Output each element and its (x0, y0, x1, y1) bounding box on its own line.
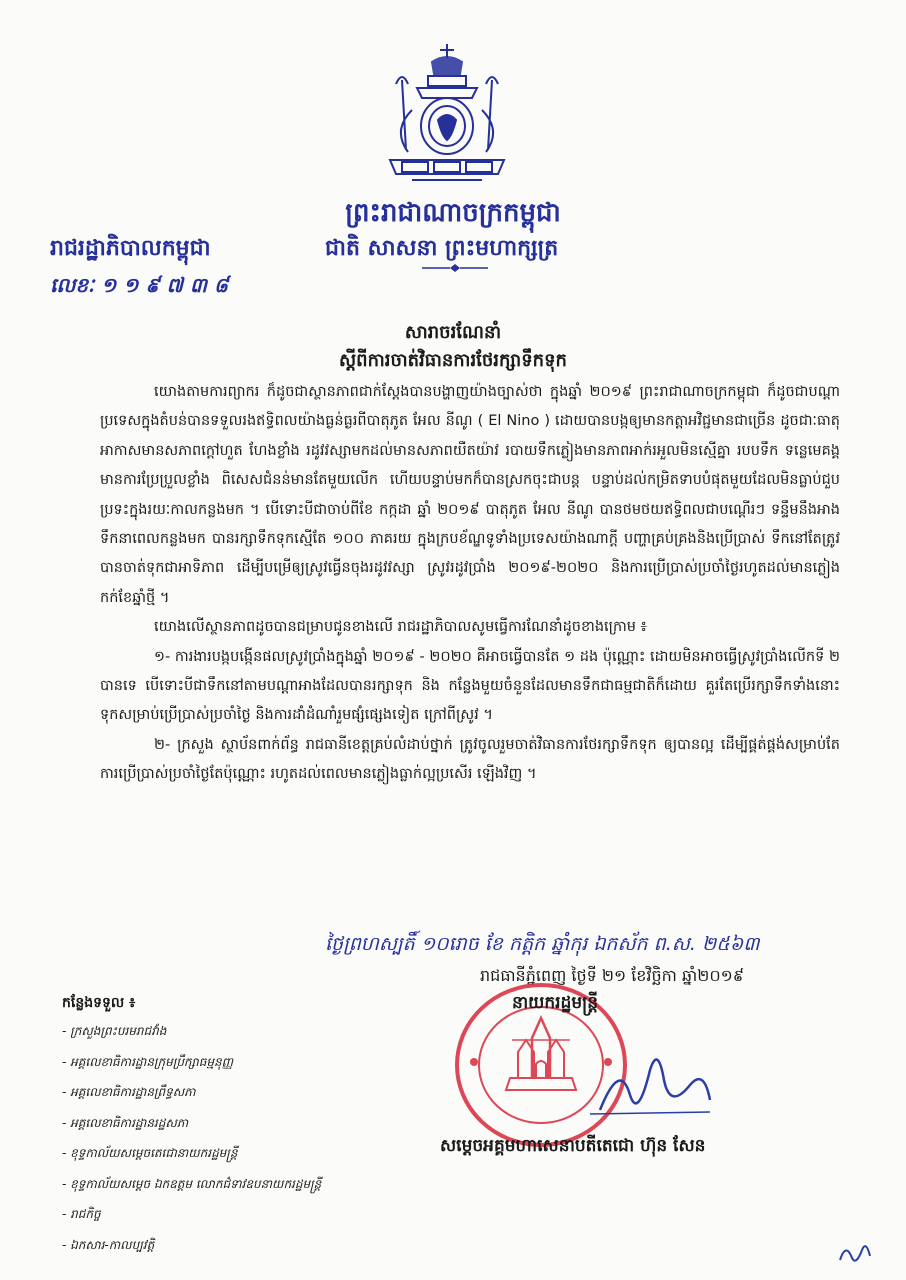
national-motto: ជាតិ សាសនា ព្រះមហាក្សត្រ (325, 236, 559, 261)
recipient-item: - ខុទ្ទកាល័យសម្តេចតេជោនាយករដ្ឋមន្ត្រី (62, 1146, 238, 1160)
solar-date: រាជធានីភ្នំពេញ ថ្ងៃទី ២១ ខែវិច្ឆិកា ឆ្នាំ២០១៩ (480, 966, 745, 985)
government-name: រាជរដ្ឋាភិបាលកម្ពុជា (50, 236, 211, 261)
kingdom-heading: ព្រះរាជាណាចក្រកម្ពុជា (345, 198, 561, 228)
document-type-title: សារាចរណែនាំ (404, 322, 502, 343)
recipient-item: - អគ្គលេខាធិការដ្ឋានព្រឹទ្ធសភា (62, 1085, 196, 1099)
recipients-list (62, 1016, 322, 1260)
paragraph-intro: យោងតាមការព្យាករ ក៏ដូចជាស្ថានភាពជាក់ស្តែងបានបង្ហាញយ៉ាងច្បាស់ថា ក្នុងឆ្នាំ ២០១៩ ព្រះរាជាណាចក្រកម្ពុជា ក៏ដូចជាបណ្តាប្រទេសក្នុងតំបន់បានទទួលរងឥទ្ធិពលយ៉ាងធ្ងន់ធ្ងរពីបាតុភូត អែល នីណូ ( El Nino ) ដោយបានបង្កឲ្យមានកត្តាអវិជ្ជមានជាច្រើន ដូចជាៈធាតុអាកាសមានសភាពក្តៅហួត ហែងខ្លាំង រដូវវស្សាមកដល់មានសភាពយឺតយ៉ាវ របាយទឹកភ្លៀងមានភាពអាក់រអួលមិនស្មើគ្នា របបទឹក ទន្លេមេគង្គមានការប្រែប្រួលខ្លាំង ពិសេសជំនន់មានតែមួយលើក ហើយបន្ទាប់មកក៏បានស្រកចុះជាបន្ត បន្ទាប់ដល់កម្រិតទាបបំផុតមួយដែលមិនធ្លាប់ជួបប្រទះក្នុងរយៈកាលកន្លងមក ។ បើទោះបីជាចាប់ពីខែ កក្កដា ឆ្នាំ ២០១៩ បាតុភូត អែល នីណូ បានថមថយឥទ្ធិពលជាបណ្តើរៗ ទន្ទឹមនឹងអាងទឹកនាពេលកន្លងមក បានរក្សាទឹកទុកស្មើតែ ១០០ ភាគរយ ក្នុងក្របខ័ណ្ឌទូទាំងប្រទេសយ៉ាងណាក្តី បញ្ហាគ្រប់គ្រងនិងប្រើប្រាស់ ទឹកនៅតែត្រូវបានចាត់ទុកជាអាទិភាព ដើម្បីបម្រើឲ្យស្រូវធ្វើនចុងរដូវវស្សា ស្រូវរដូវប្រាំង ២០១៩-២០២០ និងការប្រើប្រាស់ប្រចាំថ្ងៃរហូតដល់មានភ្លៀងកក់ខែឆ្នាំថ្មី ។ (100, 384, 840, 606)
page-initial-mark (830, 1238, 880, 1268)
paragraph-point-1: ១- ការងារបង្កបង្កើនផលស្រូវប្រាំងក្នុងឆ្នាំ ២០១៩ - ២០២០ គឺអាចធ្វើបានតែ ១ ដង ប៉ុណ្ណោះ ដោយមិនអាចធ្វើស្រូវប្រាំងលើកទី ២ បានទេ បើទោះបីជាទឹកនៅតាមបណ្តាអាងដែលបានរក្សាទុក និង កន្លែងមួយចំនួនដែលមានទឹកជាធម្មជាតិក៏ដោយ គួរតែប្រើរក្សាទឹកទាំងនោះទុកសម្រាប់ប្រើប្រាស់ប្រចាំថ្ងៃ និងការដាំដំណាំរួមផ្សំផ្សេងទៀត ក្រៅពីស្រូវ ។ (100, 648, 840, 724)
document-body (100, 378, 840, 790)
recipient-item: - ឯកសារ-កាលប្បវត្តិ (62, 1237, 155, 1252)
ornament-divider (420, 263, 490, 273)
signatory-role: នាយករដ្ឋមន្ត្រី (512, 993, 598, 1013)
paragraph-guidance: យោងលើស្ថានភាពដូចបានជម្រាបជូនខាងលើ រាជរដ្ឋាភិបាលសូមធ្វើការណែនាំដូចខាងក្រោម ៖ (154, 619, 647, 636)
recipient-item: - អគ្គលេខាធិការដ្ឋានរដ្ឋសភា (62, 1115, 189, 1130)
handwritten-signature (580, 1040, 720, 1120)
recipient-item: - ខុទ្ទកាល័យសម្តេច ឯកឧត្តម លោកជំទាវឧបនាយករដ្ឋមន្ត្រី (62, 1176, 322, 1191)
document-subject-title: ស្តីពីការចាត់វិធានការថែរក្សាទឹកទុក (339, 350, 567, 371)
recipient-item: - ក្រសួងព្រះបរមរាជវាំង (62, 1024, 167, 1038)
signatory-name: សម្តេចអគ្គមហាសេនាបតីតេជោ ហ៊ុន សែន (440, 1136, 706, 1156)
recipient-item: - រាជកិច្ច (62, 1207, 101, 1221)
paragraph-point-2: ២- ក្រសួង ស្ថាប័នពាក់ព័ន្ធ រាជធានីខេត្តគ្រប់លំដាប់ថ្នាក់ ត្រូវចូលរួមចាត់វិធានការថែរក្សាទឹកទុក ឲ្យបានល្អ ដើម្បីផ្គត់ផ្គង់សម្រាប់តែការប្រើប្រាស់ប្រចាំថ្ងៃតែប៉ុណ្ណោះ រហូតដល់ពេលមានភ្លៀងធ្លាក់ល្អប្រសើរ ឡើងវិញ ។ (100, 736, 840, 783)
recipients-title: កន្លែងទទួល ៖ (62, 995, 136, 1011)
reference-number: លេខៈ ១ ១ ៩ ៧ ៣ ៨ (50, 273, 229, 297)
royal-coat-of-arms (372, 40, 522, 190)
recipient-item: - អគ្គលេខាធិការដ្ឋានក្រុមប្រឹក្សាធម្មនុញ្ញ (62, 1054, 234, 1069)
lunar-date: ថ្ងៃព្រហស្បតិ៍ ១០រោច ខែ កត្តិក ឆ្នាំកុរ ឯកស័ក ព.ស. ២៥៦៣ (325, 933, 760, 955)
